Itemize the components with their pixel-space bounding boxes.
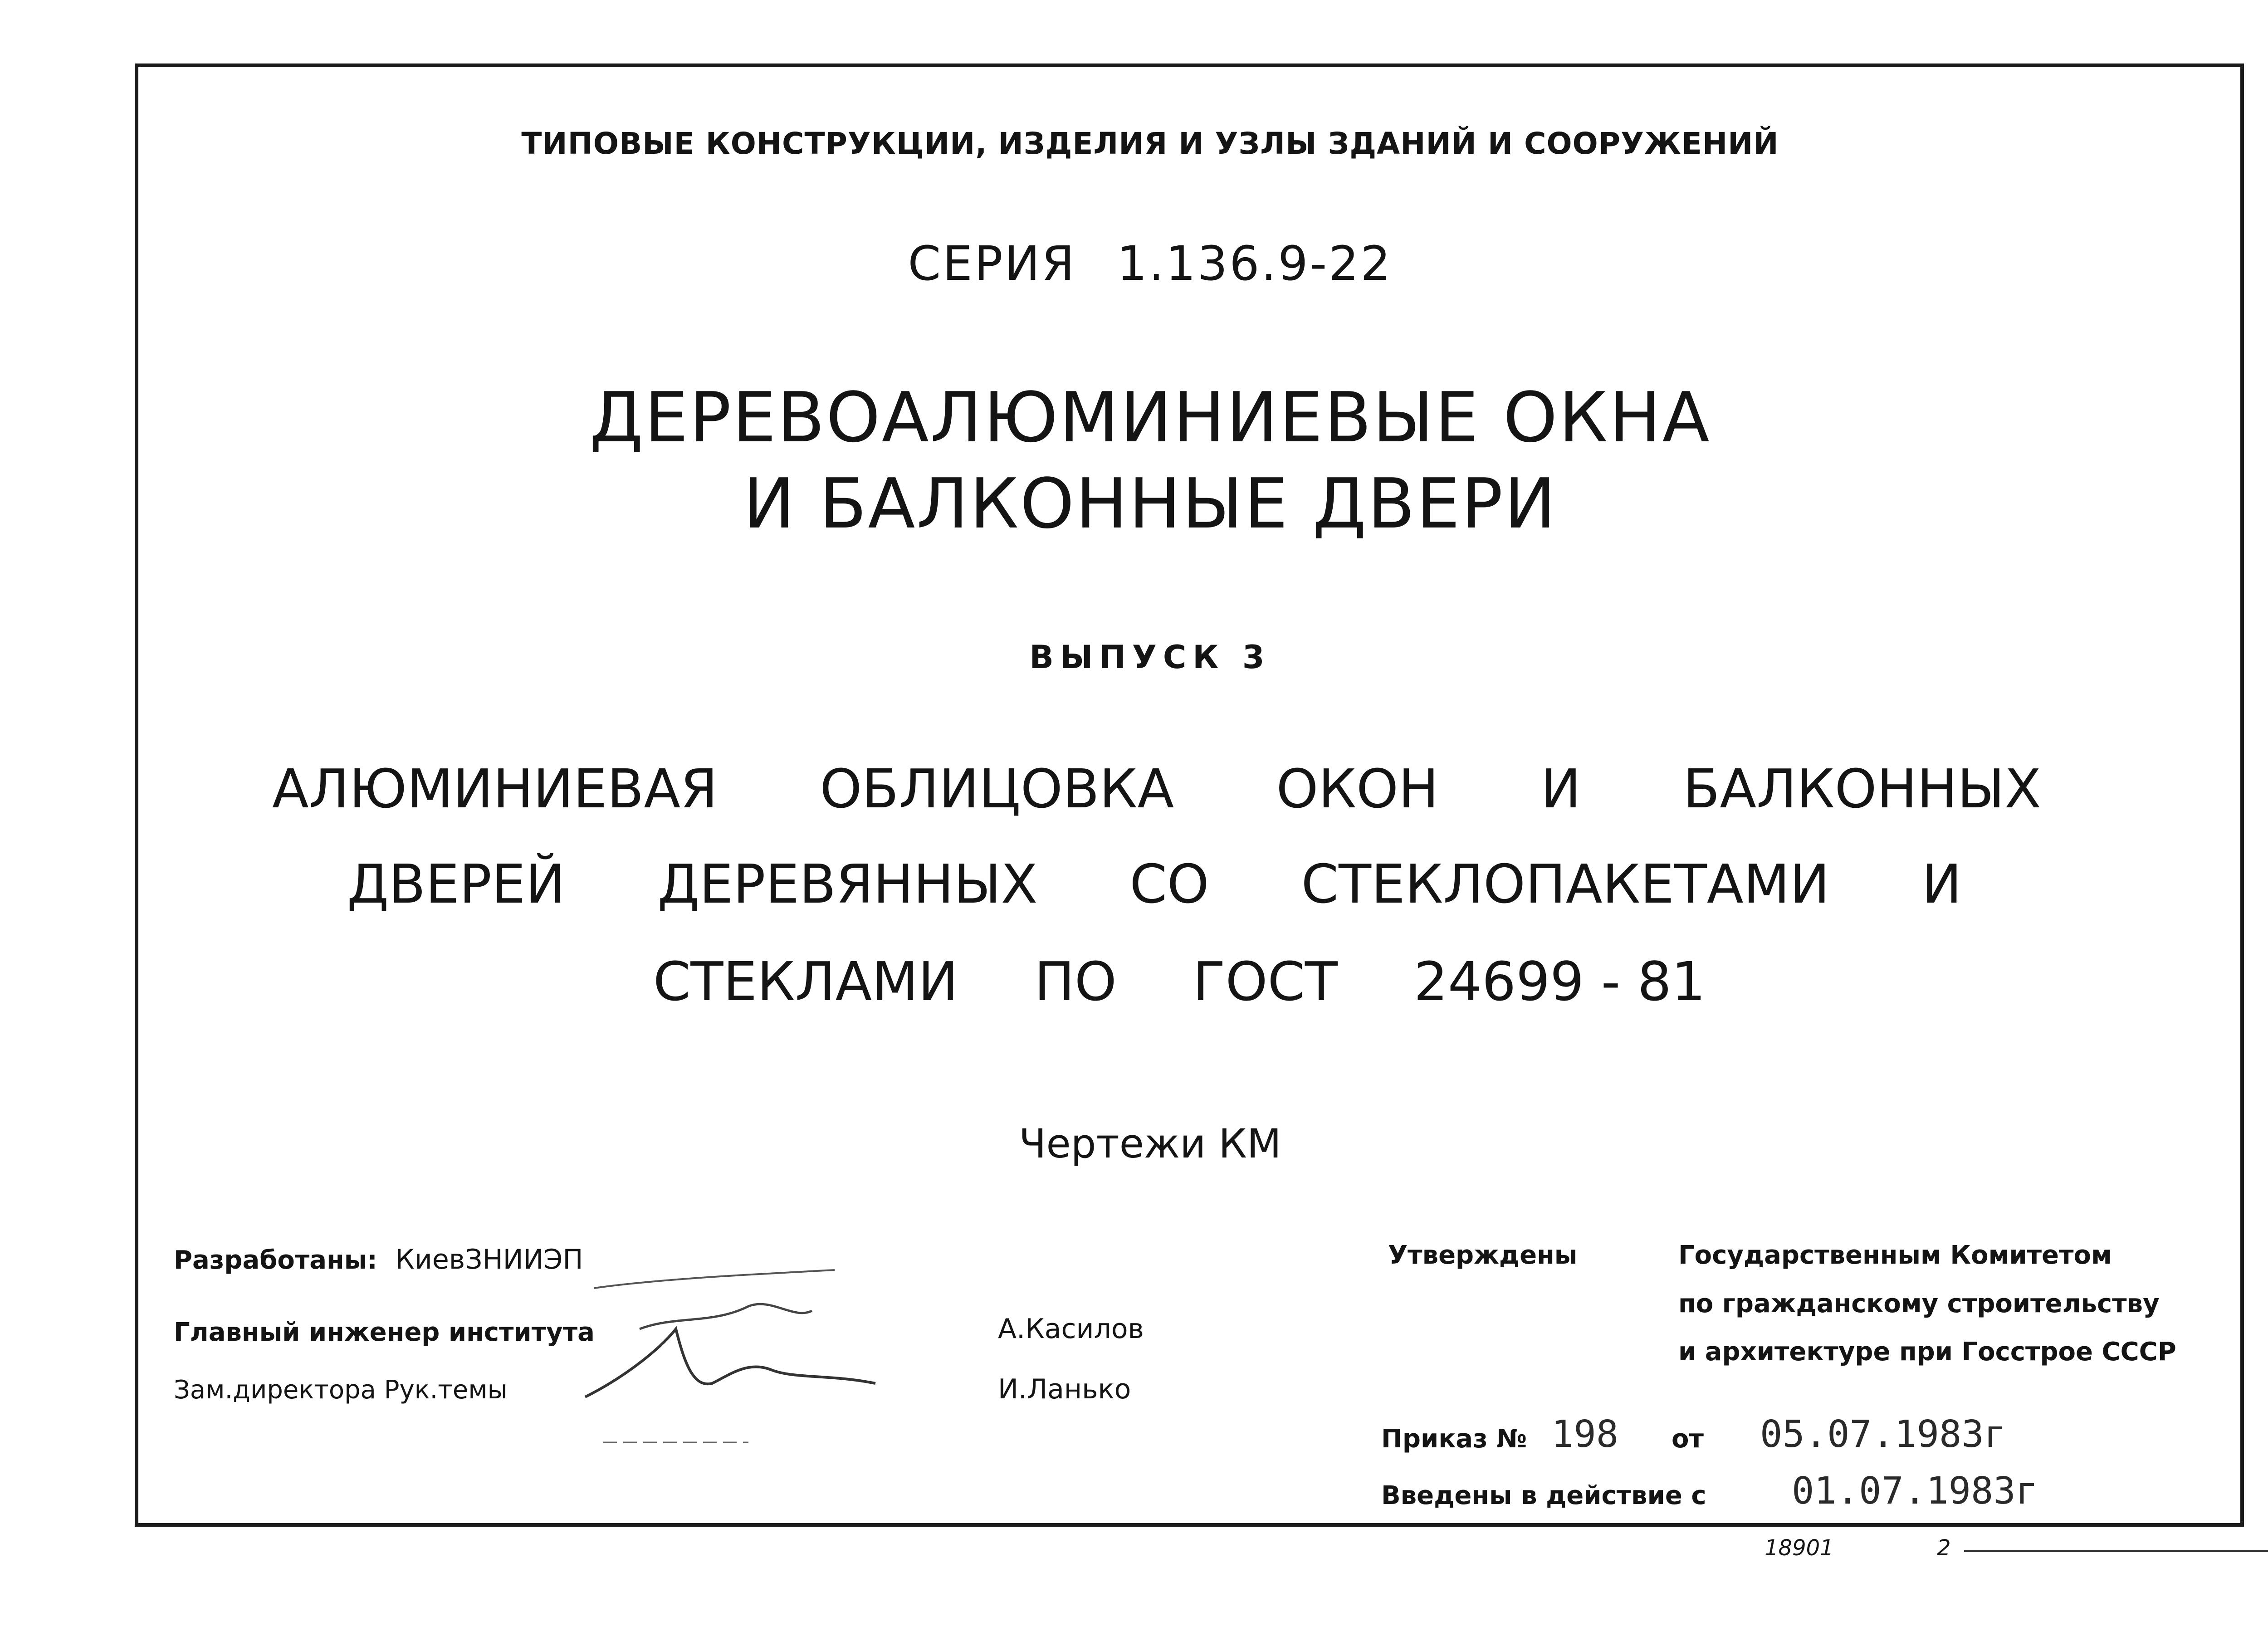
approved-label: Утверждены [1388, 1241, 1578, 1270]
subtitle-word: ОБЛИЦОВКА [820, 757, 1174, 820]
title-line-1: ДЕРЕВОАЛЮМИНИЕВЫЕ ОКНА [589, 377, 1711, 458]
issue-label: ВЫПУСК 3 [1029, 639, 1271, 676]
sheet-number: 2 [1937, 1535, 1951, 1561]
series-label: СЕРИЯ [908, 236, 1076, 291]
approved-body-line-2: по гражданскому строительству [1678, 1289, 2160, 1319]
effective-date: 01.07.1983г [1792, 1470, 2038, 1513]
subtitle-word: ДЕРЕВЯННЫХ [657, 853, 1038, 915]
deputy-label: Зам.директора Рук.темы [174, 1375, 508, 1405]
series-number: 1.136.9-22 [1117, 236, 1393, 291]
subtitle-word: СО [1129, 853, 1209, 915]
signatures [558, 1261, 930, 1451]
approved-body-line-3: и архитектуре при Госстрое СССР [1678, 1337, 2176, 1367]
approved-body-line-1: Государственным Комитетом [1678, 1241, 2112, 1270]
series-line [0, 236, 2268, 291]
organization-header: ТИПОВЫЕ КОНСТРУКЦИИ, ИЗДЕЛИЯ И УЗЛЫ ЗДАНИЙ И СООРУЖЕНИЙ [521, 126, 1779, 161]
signature-stroke [594, 1270, 835, 1288]
drawings-label: Чертежи КМ [1019, 1120, 1281, 1167]
subtitle-line-3 [653, 950, 1706, 1013]
inventory-number: 18901 [1765, 1535, 1834, 1561]
effective-label: Введены в действие с [1381, 1481, 1706, 1510]
signature-stroke [640, 1304, 812, 1329]
subtitle-word: И [1540, 757, 1581, 820]
chief-engineer-label: Главный инженер института [174, 1318, 595, 1347]
order-date: 05.07.1983г [1760, 1413, 2007, 1456]
title-line-2: И БАЛКОННЫЕ ДВЕРИ [743, 464, 1557, 544]
subtitle-word: ГОСТ [1193, 950, 1338, 1013]
order-number: 198 [1551, 1413, 1619, 1456]
subtitle-word: И [1921, 853, 1962, 915]
stamp-line [1964, 1547, 2268, 1556]
subtitle-word: ПО [1034, 950, 1117, 1013]
deputy-name: И.Ланько [998, 1373, 1131, 1405]
signature-stroke [585, 1329, 875, 1397]
subtitle-word: СТЕКЛАМИ [653, 950, 958, 1013]
subtitle-line-2 [347, 853, 1962, 915]
subtitle-word: СТЕКЛОПАКЕТАМИ [1301, 853, 1830, 915]
developer-org: КиевЗНИИЭП [395, 1244, 583, 1275]
subtitle-word: ДВЕРЕЙ [347, 853, 566, 915]
subtitle-word: ОКОН [1276, 757, 1439, 820]
subtitle-word: БАЛКОННЫХ [1683, 757, 2041, 820]
subtitle-line-1 [272, 757, 2041, 820]
developed-label: Разработаны: КиевЗНИИЭП [174, 1244, 583, 1275]
subtitle-word: 24699 - 81 [1413, 950, 1706, 1013]
subtitle-word: АЛЮМИНИЕВАЯ [272, 757, 718, 820]
chief-engineer-name: А.Касилов [998, 1313, 1144, 1345]
order-from-label: от [1672, 1424, 1704, 1454]
order-label: Приказ № [1381, 1424, 1527, 1454]
